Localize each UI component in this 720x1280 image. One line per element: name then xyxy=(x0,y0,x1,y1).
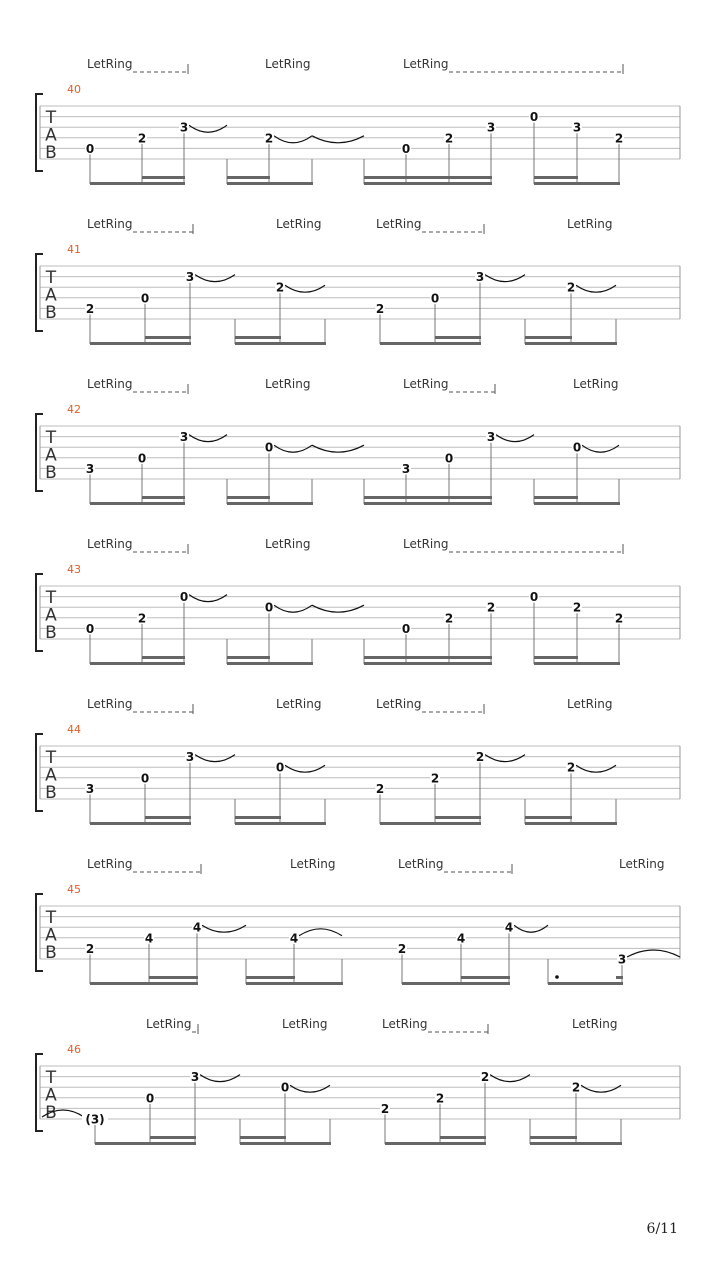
tie-arc xyxy=(195,275,235,282)
measure-number: 41 xyxy=(67,243,81,256)
beam-secondary xyxy=(364,656,492,659)
letring-label: LetRing xyxy=(567,697,613,711)
beam-primary xyxy=(534,182,620,185)
beam-secondary xyxy=(534,176,578,179)
letring-label: LetRing xyxy=(573,377,619,391)
fret-number: 0 xyxy=(572,440,582,455)
fret-number: 0 xyxy=(430,291,440,306)
tie-arc xyxy=(490,1075,530,1082)
beam-primary xyxy=(530,1142,622,1145)
fret-number: 0 xyxy=(145,1091,155,1106)
tab-system-44 xyxy=(36,697,680,825)
beam-secondary xyxy=(525,336,572,339)
beam-primary xyxy=(525,822,617,825)
letring-label: LetRing xyxy=(276,217,322,231)
letring-label: LetRing xyxy=(265,377,311,391)
beam-primary xyxy=(380,342,481,345)
fret-number: 2 xyxy=(566,280,576,295)
fret-number: 4 xyxy=(192,920,202,935)
fret-number: 2 xyxy=(137,131,147,146)
tab-clef-letter: T xyxy=(45,428,57,448)
beam-secondary xyxy=(534,496,578,499)
fret-number: 2 xyxy=(614,131,624,146)
beam-secondary xyxy=(142,496,185,499)
tab-clef-letter: A xyxy=(45,285,57,306)
beam-primary xyxy=(380,822,481,825)
fret-number: 3 xyxy=(572,120,582,135)
tie-arc xyxy=(195,755,235,762)
beam-secondary xyxy=(235,336,281,339)
fret-number: 4 xyxy=(144,931,154,946)
tie-arc xyxy=(312,136,364,143)
fret-number: 0 xyxy=(401,621,411,636)
fret-number: 0 xyxy=(280,1080,290,1095)
fret-number: 3 xyxy=(486,120,496,135)
tab-system-41 xyxy=(36,217,680,345)
augmentation-dot xyxy=(555,975,559,979)
beam-secondary xyxy=(534,656,578,659)
tie-arc xyxy=(285,285,325,292)
measure-number: 45 xyxy=(67,883,81,896)
beam-primary xyxy=(534,662,620,665)
tab-system-45 xyxy=(36,857,680,985)
beam-secondary xyxy=(227,496,270,499)
tie-arc xyxy=(627,950,680,957)
fret-number: 3 xyxy=(401,461,411,476)
fret-number: 0 xyxy=(264,440,274,455)
fret-number: 0 xyxy=(137,451,147,466)
tie-arc xyxy=(514,925,548,932)
beam-primary xyxy=(246,982,343,985)
fret-number: 3 xyxy=(617,952,627,967)
beam-primary xyxy=(95,1142,196,1145)
beam-primary xyxy=(548,982,623,985)
fret-number: 0 xyxy=(275,760,285,775)
fret-number: 3 xyxy=(475,270,485,285)
tie-arc xyxy=(285,765,325,772)
beam-secondary xyxy=(530,1136,577,1139)
fret-number: 2 xyxy=(444,131,454,146)
tab-clef-letter: A xyxy=(45,445,57,466)
tie-arc xyxy=(582,445,619,452)
tab-clef-letter: A xyxy=(45,1085,57,1106)
letring-label: LetRing xyxy=(382,1017,428,1031)
fret-number: 3 xyxy=(185,270,195,285)
tab-clef-letter: T xyxy=(45,108,57,128)
letring-label: LetRing xyxy=(282,1017,328,1031)
beam-primary xyxy=(90,502,185,505)
measure-number: 42 xyxy=(67,403,81,416)
beam-primary xyxy=(235,342,326,345)
fret-number: 2 xyxy=(566,760,576,775)
beam-primary xyxy=(364,662,492,665)
letring-label: LetRing xyxy=(146,1017,192,1031)
measure-number: 43 xyxy=(67,563,81,576)
tab-clef-letter: B xyxy=(45,943,57,963)
tab-system-42 xyxy=(36,377,680,505)
fret-number: 0 xyxy=(264,600,274,615)
fret-number: 2 xyxy=(375,781,385,796)
letring-label: LetRing xyxy=(87,857,133,871)
page-number: 6/11 xyxy=(646,1221,678,1237)
fret-number: 0 xyxy=(85,621,95,636)
letring-label: LetRing xyxy=(376,697,422,711)
tie-arc xyxy=(299,929,342,936)
letring-label: LetRing xyxy=(87,217,133,231)
tab-clef-letter: B xyxy=(45,303,57,323)
letring-label: LetRing xyxy=(403,57,449,71)
beam-secondary xyxy=(227,656,270,659)
fret-number: 2 xyxy=(85,941,95,956)
tie-arc xyxy=(581,1085,621,1092)
beam-secondary xyxy=(145,816,191,819)
letring-label: LetRing xyxy=(87,537,133,551)
letring-label: LetRing xyxy=(87,57,133,71)
fret-number: 4 xyxy=(456,931,466,946)
fret-number: 3 xyxy=(85,781,95,796)
beam-secondary xyxy=(435,336,481,339)
beam-secondary xyxy=(246,976,295,979)
fret-number: 3 xyxy=(185,750,195,765)
tab-clef-letter: B xyxy=(45,783,57,803)
tab-system-43 xyxy=(36,537,680,665)
beam-primary xyxy=(534,502,620,505)
tab-system-46 xyxy=(36,1017,680,1145)
beam-primary xyxy=(90,182,185,185)
beam-secondary xyxy=(440,1136,486,1139)
measure-number: 44 xyxy=(67,723,81,736)
beam-secondary xyxy=(142,176,185,179)
beam-primary xyxy=(227,182,313,185)
measure-number: 40 xyxy=(67,83,81,96)
tie-arc xyxy=(274,605,312,612)
letring-label: LetRing xyxy=(290,857,336,871)
beam-primary xyxy=(240,1142,331,1145)
tie-arc xyxy=(576,765,616,772)
fret-number: 0 xyxy=(140,291,150,306)
fret-number: 3 xyxy=(179,120,189,135)
beam-secondary xyxy=(240,1136,286,1139)
fret-number: 2 xyxy=(480,1070,490,1085)
tab-clef-letter: B xyxy=(45,143,57,163)
tie-arc xyxy=(274,136,312,143)
tab-clef-letter: A xyxy=(45,125,57,146)
fret-number: 2 xyxy=(85,301,95,316)
fret-number: 3 xyxy=(179,430,189,445)
tab-clef-letter: A xyxy=(45,925,57,946)
beam-secondary xyxy=(364,496,492,499)
tab-clef-letter: A xyxy=(45,765,57,786)
letring-label: LetRing xyxy=(403,377,449,391)
fret-number: 2 xyxy=(444,611,454,626)
beam-secondary xyxy=(616,976,623,979)
beam-secondary xyxy=(150,1136,196,1139)
beam-secondary xyxy=(525,816,572,819)
tie-arc xyxy=(189,435,227,442)
fret-number: 2 xyxy=(375,301,385,316)
letring-label: LetRing xyxy=(265,537,311,551)
tie-arc xyxy=(485,755,525,762)
letring-label: LetRing xyxy=(572,1017,618,1031)
letring-label: LetRing xyxy=(265,57,311,71)
fret-number: 2 xyxy=(137,611,147,626)
tab-clef-letter: T xyxy=(45,908,57,928)
tie-arc xyxy=(290,1085,330,1092)
beam-primary xyxy=(525,342,617,345)
beam-primary xyxy=(364,502,492,505)
beam-primary xyxy=(227,662,313,665)
beam-secondary xyxy=(227,176,270,179)
letring-label: LetRing xyxy=(398,857,444,871)
measure-number: 46 xyxy=(67,1043,81,1056)
letring-label: LetRing xyxy=(403,537,449,551)
fret-number: 0 xyxy=(179,590,189,605)
tab-system-40 xyxy=(36,57,680,185)
letring-label: LetRing xyxy=(567,217,613,231)
fret-number: 2 xyxy=(380,1101,390,1116)
fret-number: 0 xyxy=(529,110,539,125)
fret-number: 3 xyxy=(190,1070,200,1085)
fret-number: 2 xyxy=(397,941,407,956)
tie-arc xyxy=(189,125,227,132)
fret-number: 0 xyxy=(85,141,95,156)
tab-clef-letter: T xyxy=(45,588,57,608)
tie-arc xyxy=(576,285,616,292)
fret-number: 2 xyxy=(572,600,582,615)
beam-secondary xyxy=(435,816,481,819)
tie-arc xyxy=(312,605,364,612)
fret-number: 3 xyxy=(486,430,496,445)
fret-number: 0 xyxy=(401,141,411,156)
fret-number: 0 xyxy=(444,451,454,466)
beam-primary xyxy=(235,822,326,825)
beam-primary xyxy=(402,982,510,985)
beam-secondary xyxy=(145,336,191,339)
beam-secondary xyxy=(142,656,185,659)
beam-primary xyxy=(90,982,198,985)
letring-label: LetRing xyxy=(87,697,133,711)
fret-number: 2 xyxy=(486,600,496,615)
tie-arc xyxy=(189,595,227,602)
tie-arc xyxy=(496,435,534,442)
fret-number: 4 xyxy=(289,931,299,946)
tie-arc xyxy=(202,925,246,932)
letring-label: LetRing xyxy=(619,857,665,871)
fret-number: 0 xyxy=(140,771,150,786)
tab-clef-letter: B xyxy=(45,1103,57,1123)
tab-clef-letter: T xyxy=(45,748,57,768)
beam-primary xyxy=(90,822,191,825)
beam-primary xyxy=(227,502,313,505)
fret-number: 2 xyxy=(264,131,274,146)
letring-label: LetRing xyxy=(376,217,422,231)
fret-number: 2 xyxy=(614,611,624,626)
beam-secondary xyxy=(461,976,510,979)
tie-arc xyxy=(200,1075,240,1082)
tie-arc xyxy=(485,275,525,282)
tie-arc xyxy=(312,445,364,452)
tab-clef-letter: B xyxy=(45,463,57,483)
tab-clef-letter: B xyxy=(45,623,57,643)
fret-number: 2 xyxy=(475,750,485,765)
beam-primary xyxy=(364,182,492,185)
beam-secondary xyxy=(364,176,492,179)
tab-clef-letter: T xyxy=(45,268,57,288)
fret-number: 2 xyxy=(430,771,440,786)
fret-number: 3 xyxy=(85,461,95,476)
beam-primary xyxy=(385,1142,486,1145)
letring-label: LetRing xyxy=(87,377,133,391)
fret-number: 2 xyxy=(275,280,285,295)
letring-label: LetRing xyxy=(276,697,322,711)
fret-number: 0 xyxy=(529,590,539,605)
tie-arc xyxy=(274,445,312,452)
beam-primary xyxy=(90,342,191,345)
tab-clef-letter: T xyxy=(45,1068,57,1088)
fret-number: 4 xyxy=(504,920,514,935)
beam-primary xyxy=(90,662,185,665)
fret-number: 2 xyxy=(435,1091,445,1106)
fret-number: 2 xyxy=(571,1080,581,1095)
beam-secondary xyxy=(149,976,198,979)
beam-secondary xyxy=(235,816,281,819)
fret-number: (3) xyxy=(85,1112,105,1127)
tab-clef-letter: A xyxy=(45,605,57,626)
